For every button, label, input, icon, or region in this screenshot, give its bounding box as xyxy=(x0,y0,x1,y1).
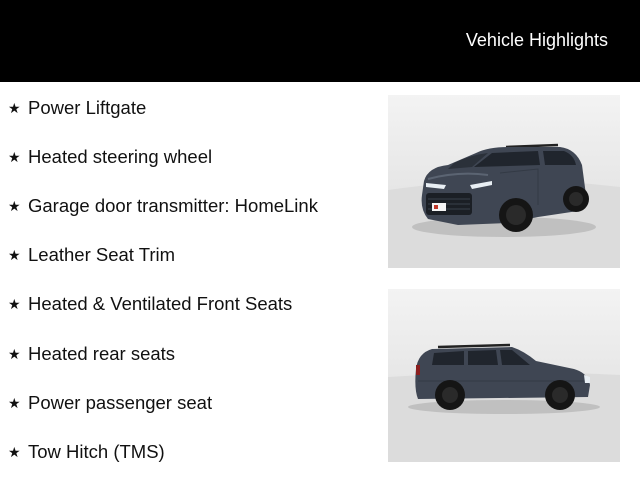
feature-label: Power passenger seat xyxy=(28,392,213,413)
feature-label: Power Liftgate xyxy=(28,97,147,118)
feature-label: Garage door transmitter: HomeLink xyxy=(28,195,318,216)
suv-front-illustration xyxy=(388,95,620,268)
feature-item xyxy=(8,340,175,368)
star-icon: ★ xyxy=(8,99,21,116)
star-icon: ★ xyxy=(8,345,21,362)
feature-item xyxy=(8,290,292,318)
feature-item xyxy=(8,143,212,171)
feature-item xyxy=(8,389,212,417)
star-icon: ★ xyxy=(8,246,21,263)
vehicle-photo-front-three-quarter xyxy=(388,95,620,268)
suv-side-illustration xyxy=(388,289,620,462)
star-icon: ★ xyxy=(8,443,21,460)
feature-label: Tow Hitch (TMS) xyxy=(28,441,165,462)
star-icon: ★ xyxy=(8,394,21,411)
feature-label: Leather Seat Trim xyxy=(28,244,176,265)
feature-item xyxy=(8,192,318,220)
vehicle-photo-side xyxy=(388,289,620,462)
feature-item xyxy=(8,438,165,466)
feature-item xyxy=(8,94,146,122)
header-bar xyxy=(0,0,640,82)
feature-item xyxy=(8,241,175,269)
star-icon: ★ xyxy=(8,197,21,214)
star-icon: ★ xyxy=(8,295,21,312)
feature-label: Heated rear seats xyxy=(28,343,176,364)
header-title: Vehicle Highlights xyxy=(465,30,608,50)
feature-label: Heated & Ventilated Front Seats xyxy=(28,293,293,314)
star-icon: ★ xyxy=(8,148,21,165)
feature-label: Heated steering wheel xyxy=(28,146,213,167)
